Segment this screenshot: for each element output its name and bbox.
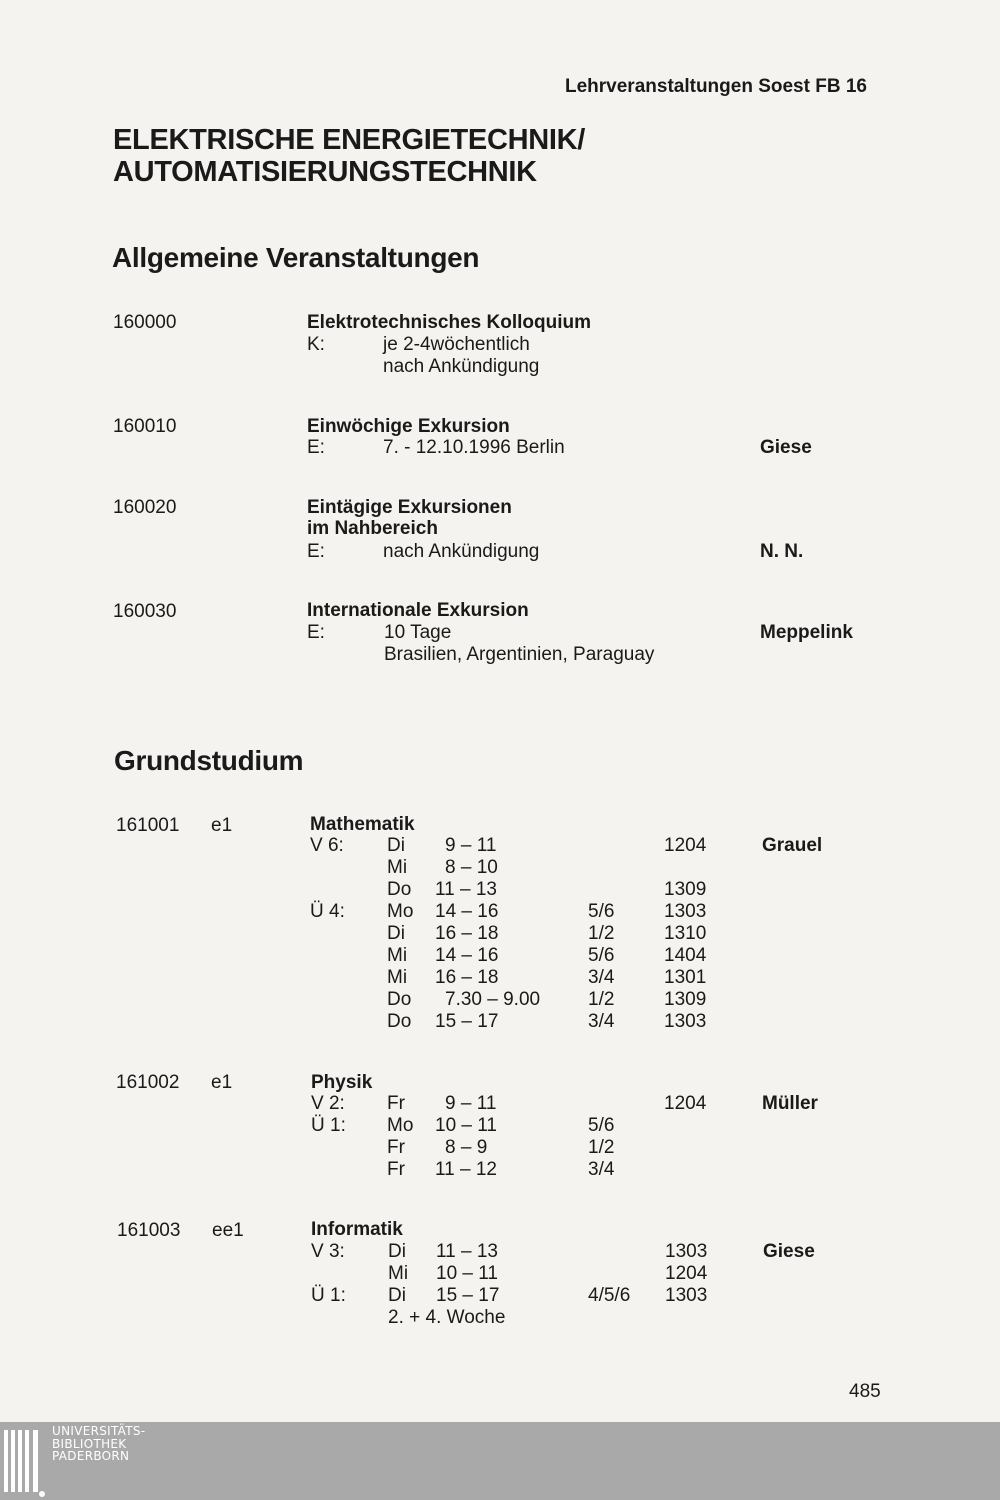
course-number: 161002: [116, 1072, 180, 1093]
schedule-room: 1301: [664, 967, 707, 988]
schedule-room: 1204: [664, 835, 707, 856]
schedule-group: 4/5/6: [588, 1285, 631, 1306]
schedule-room: 1303: [664, 901, 707, 922]
schedule-day: Mi: [387, 967, 408, 988]
schedule-room: 1303: [665, 1241, 708, 1262]
course-type: E:: [307, 437, 325, 458]
logo-line: UNIVERSITÄTS-: [52, 1424, 146, 1438]
schedule-type: Ü 4:: [310, 901, 345, 922]
schedule-time: 11 – 13: [435, 879, 497, 900]
schedule-day: Fr: [387, 1137, 405, 1158]
schedule-day: Mo: [387, 901, 414, 922]
course-info: Brasilien, Argentinien, Paraguay: [384, 644, 655, 665]
course-code: ee1: [212, 1220, 244, 1241]
course-number: 160020: [113, 497, 177, 518]
page-title-line2: AUTOMATISIERUNGSTECHNIK: [113, 156, 537, 188]
course-number: 161001: [116, 815, 180, 836]
schedule-day: Do: [387, 989, 412, 1010]
schedule-day: Mi: [387, 945, 408, 966]
course-code: e1: [211, 815, 233, 836]
course-info: je 2-4wöchentlich: [383, 334, 530, 355]
course-type: K:: [307, 334, 325, 355]
schedule-type: Ü 1:: [311, 1285, 346, 1306]
schedule-time: 16 – 18: [435, 967, 499, 988]
schedule-time: 14 – 16: [435, 945, 499, 966]
course-lecturer: Grauel: [762, 835, 823, 856]
schedule-room: 1309: [664, 989, 707, 1010]
schedule-group: 1/2: [588, 923, 615, 944]
course-type: E:: [307, 541, 325, 562]
library-logo-icon: [0, 1422, 46, 1500]
course-number: 160010: [113, 416, 177, 437]
course-lecturer: Meppelink: [760, 622, 853, 643]
schedule-note: 2. + 4. Woche: [388, 1307, 506, 1328]
course-number: 161003: [117, 1220, 181, 1241]
logo-line: BIBLIOTHEK: [52, 1436, 127, 1451]
schedule-group: 5/6: [588, 945, 615, 966]
schedule-group: 3/4: [588, 1011, 615, 1032]
schedule-day: Do: [387, 879, 412, 900]
schedule-time: 10 – 11: [436, 1263, 498, 1284]
schedule-day: Mi: [388, 1263, 409, 1284]
course-lecturer: Giese: [763, 1241, 815, 1262]
course-lecturer: N. N.: [760, 541, 804, 562]
schedule-group: 1/2: [588, 1137, 615, 1158]
course-title: Einwöchige Exkursion: [307, 416, 510, 437]
schedule-day: Mo: [387, 1115, 414, 1136]
course-title: Mathematik: [310, 814, 415, 835]
schedule-room: 1310: [664, 923, 707, 944]
schedule-group: 1/2: [588, 989, 615, 1010]
schedule-day: Mi: [387, 857, 408, 878]
course-title: Elektrotechnisches Kolloquium: [307, 312, 591, 333]
schedule-room: 1303: [664, 1011, 707, 1032]
schedule-room: 1303: [665, 1285, 708, 1306]
running-header: Lehrveranstaltungen Soest FB 16: [565, 76, 867, 97]
course-info: 10 Tage: [384, 622, 452, 643]
schedule-time: 15 – 17: [436, 1285, 500, 1306]
section-heading-grundstudium: Grundstudium: [114, 745, 304, 776]
schedule-type: V 6:: [310, 835, 344, 856]
schedule-day: Fr: [387, 1159, 405, 1180]
page-title-line1: ELEKTRISCHE ENERGIETECHNIK/: [113, 124, 586, 156]
schedule-room: 1309: [664, 879, 707, 900]
course-title: im Nahbereich: [307, 518, 438, 539]
schedule-group: 3/4: [588, 1159, 615, 1180]
schedule-time: 9 – 11: [445, 835, 497, 856]
schedule-group: 5/6: [588, 901, 615, 922]
course-type: E:: [307, 622, 325, 643]
schedule-time: 14 – 16: [435, 901, 499, 922]
schedule-day: Di: [388, 1285, 406, 1306]
course-code: e1: [211, 1072, 233, 1093]
schedule-day: Di: [387, 923, 405, 944]
schedule-time: 7.30 – 9.00: [445, 989, 541, 1010]
course-title: Physik: [311, 1072, 373, 1093]
schedule-room: 1204: [664, 1093, 707, 1114]
course-title: Internationale Exkursion: [307, 600, 529, 621]
schedule-time: 9 – 11: [445, 1093, 497, 1114]
course-info: nach Ankündigung: [383, 356, 540, 377]
schedule-time: 11 – 13: [436, 1241, 498, 1262]
schedule-time: 11 – 12: [435, 1159, 497, 1180]
schedule-group: 3/4: [588, 967, 615, 988]
schedule-day: Fr: [387, 1093, 405, 1114]
course-number: 160000: [113, 312, 177, 333]
course-lecturer: Müller: [762, 1093, 818, 1114]
schedule-type: V 2:: [311, 1093, 345, 1114]
schedule-type: Ü 1:: [311, 1115, 346, 1136]
page-title: [113, 124, 585, 188]
schedule-time: 10 – 11: [435, 1115, 497, 1136]
schedule-time: 15 – 17: [435, 1011, 499, 1032]
schedule-time: 8 – 10: [445, 857, 498, 878]
course-title: Eintägige Exkursionen: [307, 497, 512, 518]
course-title: Informatik: [311, 1219, 403, 1240]
schedule-time: 16 – 18: [435, 923, 499, 944]
course-lecturer: Giese: [760, 437, 812, 458]
course-number: 160030: [113, 601, 177, 622]
schedule-group: 5/6: [588, 1115, 615, 1136]
course-info: 7. - 12.10.1996 Berlin: [383, 437, 565, 458]
section-heading-allgemein: Allgemeine Veranstaltungen: [112, 242, 480, 273]
schedule-day: Di: [387, 835, 405, 856]
library-logo-text: [52, 1425, 145, 1463]
page-number: 485: [849, 1381, 881, 1402]
logo-line: PADERBORN: [52, 1449, 130, 1463]
course-info: nach Ankündigung: [383, 541, 540, 562]
library-footer: [0, 1422, 1000, 1500]
schedule-type: V 3:: [311, 1241, 345, 1262]
schedule-room: 1204: [665, 1263, 708, 1284]
schedule-day: Di: [388, 1241, 406, 1262]
schedule-room: 1404: [664, 945, 707, 966]
schedule-day: Do: [387, 1011, 412, 1032]
schedule-time: 8 – 9: [445, 1137, 488, 1158]
